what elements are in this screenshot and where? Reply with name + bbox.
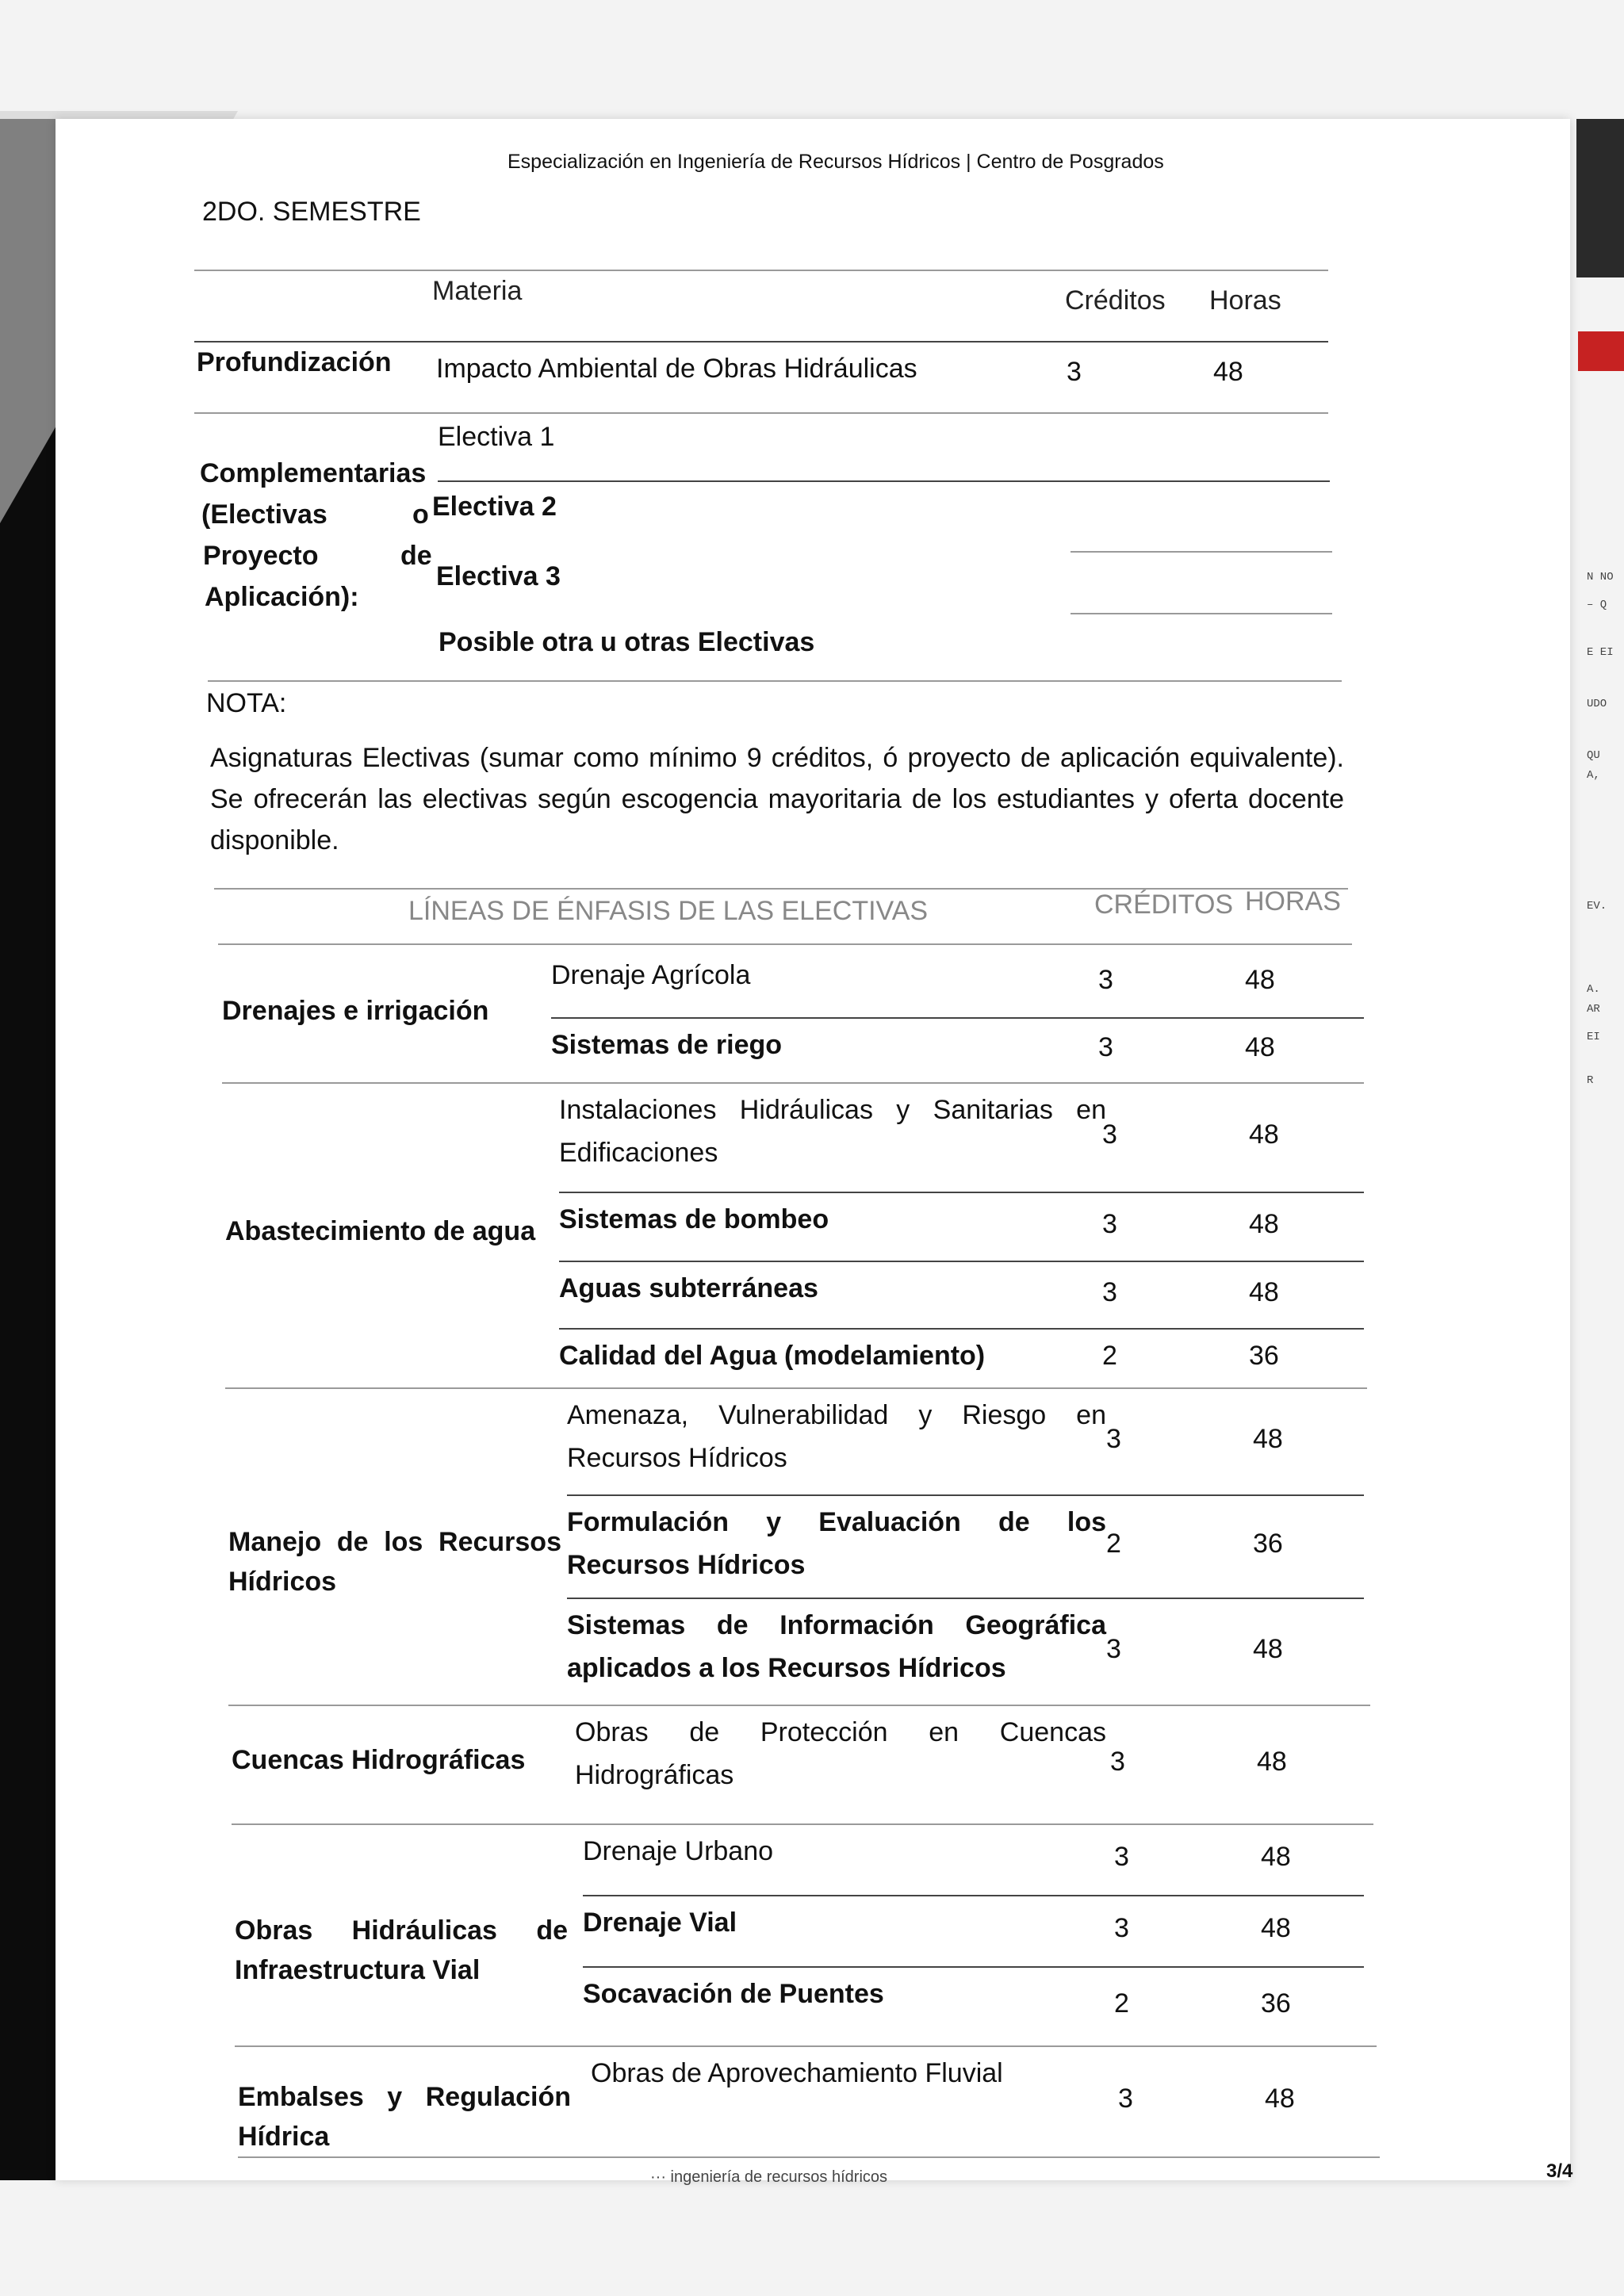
course-horas: 48 xyxy=(1265,2084,1295,2114)
course-name: Obras de Aprovechamiento Fluvial xyxy=(591,2058,1003,2088)
side-fragment-text: A, xyxy=(1587,769,1600,782)
table1-top-rule xyxy=(194,270,1328,271)
course-name: Sistemas de Información Geográfica aplicados a los Recursos Hídricos xyxy=(567,1610,1106,1683)
table2-col-lineas: LÍNEAS DE ÉNFASIS DE LAS ELECTIVAS xyxy=(408,896,929,926)
course-horas: 48 xyxy=(1249,1119,1279,1150)
course-creditos: 2 xyxy=(1102,1340,1117,1371)
course-rule xyxy=(559,1328,1364,1330)
side-fragment-text: EI xyxy=(1587,1031,1600,1043)
course-creditos: 3 xyxy=(1106,1633,1121,1664)
course-creditos: 3 xyxy=(1102,1119,1117,1150)
course-creditos: 3 xyxy=(1098,965,1113,995)
side-fragment-text: AR xyxy=(1587,1003,1600,1016)
complementarias-label: o xyxy=(412,499,429,530)
course-creditos: 3 xyxy=(1098,1032,1113,1062)
course-horas: 48 xyxy=(1249,1276,1279,1307)
table1-col-materia: Materia xyxy=(432,276,523,306)
course-horas: 36 xyxy=(1261,1988,1291,2019)
course-name: Calidad del Agua (modelamiento) xyxy=(559,1341,986,1371)
course-creditos: 3 xyxy=(1102,1208,1117,1239)
electiva-item: Electiva 1 xyxy=(438,422,555,452)
course-creditos: 3 xyxy=(1106,1423,1121,1454)
course-horas: 36 xyxy=(1249,1340,1279,1371)
course-horas: 48 xyxy=(1253,1423,1283,1454)
course-name: Drenaje Agrícola xyxy=(551,960,751,990)
course-creditos: 2 xyxy=(1114,1988,1129,2019)
side-fragment-text: E EI xyxy=(1587,646,1614,659)
emphasis-line-label: Cuencas Hidrográficas xyxy=(232,1745,526,1775)
group-rule xyxy=(228,1705,1370,1706)
table1-row-rule xyxy=(194,412,1328,414)
course-horas: 48 xyxy=(1253,1633,1283,1664)
profundizacion-horas: 48 xyxy=(1213,357,1243,387)
course-horas: 48 xyxy=(1257,1747,1287,1777)
emphasis-line-label: Embalses y Regulación Hídrica xyxy=(238,2082,571,2152)
group-rule xyxy=(232,1823,1373,1825)
course-rule xyxy=(583,1895,1364,1896)
group-rule xyxy=(235,2045,1377,2047)
course-name: Drenaje Vial xyxy=(583,1908,737,1938)
course-name: Drenaje Urbano xyxy=(583,1836,774,1866)
complementarias-label: Aplicación): xyxy=(205,582,359,612)
complementarias-label: de xyxy=(400,541,432,571)
course-creditos: 3 xyxy=(1102,1276,1117,1307)
group-rule xyxy=(238,2156,1380,2158)
adjacent-page-fragment xyxy=(1572,301,1624,1253)
emphasis-line-label: Abastecimiento de agua xyxy=(225,1215,536,1246)
course-rule xyxy=(559,1192,1364,1193)
emphasis-line-label: Manejo de los Recursos Hídricos xyxy=(228,1527,561,1597)
side-fragment-text: R xyxy=(1587,1074,1594,1087)
page-number: 3/4 xyxy=(1546,2160,1573,2182)
table2-col-horas: HORAS xyxy=(1245,886,1341,916)
photo-dark-edge-right xyxy=(1576,119,1624,277)
course-creditos: 3 xyxy=(1114,1913,1129,1943)
table1-col-horas: Horas xyxy=(1209,285,1281,316)
electiva-item: Electiva 3 xyxy=(436,561,561,591)
table2-col-creditos: CRÉDITOS xyxy=(1094,890,1234,920)
page-footer: ··· ingeniería de recursos hídricos xyxy=(650,2168,888,2186)
course-creditos: 3 xyxy=(1110,1747,1125,1777)
course-creditos: 3 xyxy=(1118,2084,1133,2114)
course-name: Aguas subterráneas xyxy=(559,1273,818,1303)
course-name: Sistemas de riego xyxy=(551,1030,783,1060)
electiva-item: Electiva 2 xyxy=(432,492,557,522)
course-name: Obras de Protección en Cuencas Hidrográficas xyxy=(575,1717,1106,1790)
side-fragment-text: QU xyxy=(1587,749,1600,762)
course-rule xyxy=(567,1598,1364,1599)
complementarias-label: Proyecto xyxy=(203,541,319,571)
course-rule xyxy=(551,1017,1364,1019)
course-rule xyxy=(583,1966,1364,1968)
course-creditos: 2 xyxy=(1106,1529,1121,1559)
table1-col-creditos: Créditos xyxy=(1065,285,1166,316)
profundizacion-creditos: 3 xyxy=(1067,357,1082,387)
complementarias-label: (Electivas xyxy=(201,499,327,530)
course-name: Sistemas de bombeo xyxy=(559,1204,829,1234)
course-rule xyxy=(559,1261,1364,1262)
course-horas: 48 xyxy=(1261,1842,1291,1872)
electiva-item: Posible otra u otras Electivas xyxy=(439,627,815,657)
emphasis-line-label: Obras Hidráulicas de Infraestructura Vial xyxy=(235,1915,568,1985)
profundizacion-materia: Impacto Ambiental de Obras Hidráulicas xyxy=(436,354,917,384)
side-fragment-text: N NO xyxy=(1587,571,1614,584)
course-name: Instalaciones Hidráulicas y Sanitarias en Edificaciones xyxy=(559,1095,1106,1168)
side-fragment-text: A. xyxy=(1587,983,1600,996)
electiva-rule xyxy=(1071,613,1332,614)
course-horas: 48 xyxy=(1261,1913,1291,1943)
course-name: Socavación de Puentes xyxy=(583,1979,884,2009)
course-horas: 48 xyxy=(1249,1208,1279,1239)
table1-bottom-rule xyxy=(208,680,1342,682)
course-creditos: 3 xyxy=(1114,1842,1129,1872)
side-fragment-text: – Q xyxy=(1587,599,1607,611)
nota-label: NOTA: xyxy=(206,688,287,718)
profundizacion-label: Profundización xyxy=(197,347,392,377)
group-rule xyxy=(225,1387,1367,1389)
page-header: Especialización en Ingeniería de Recursos Hídricos | Centro de Posgrados xyxy=(508,151,1164,173)
table2-header-rule xyxy=(218,943,1352,945)
course-name: Formulación y Evaluación de los Recursos Hídricos xyxy=(567,1507,1106,1580)
group-rule xyxy=(222,1082,1364,1084)
electiva-rule xyxy=(438,480,1330,482)
semester-title: 2DO. SEMESTRE xyxy=(202,197,421,227)
nota-text: Asignaturas Electivas (sumar como mínimo 9 créditos, ó proyecto de aplicación equivalente). Se ofrecerán las electivas según escogencia mayoritaria de los estudiantes y oferta docente disponible. xyxy=(210,743,1344,855)
course-rule xyxy=(567,1494,1364,1496)
course-horas: 36 xyxy=(1253,1529,1283,1559)
course-horas: 48 xyxy=(1245,1032,1275,1062)
emphasis-line-label: Drenajes e irrigación xyxy=(222,996,489,1026)
course-horas: 48 xyxy=(1245,965,1275,995)
course-name: Amenaza, Vulnerabilidad y Riesgo en Recursos Hídricos xyxy=(567,1400,1106,1473)
complementarias-label: Complementarias xyxy=(200,458,427,488)
electiva-rule xyxy=(1071,551,1332,553)
side-fragment-text: EV. xyxy=(1587,900,1607,913)
side-fragment-text: UDO xyxy=(1587,698,1607,710)
